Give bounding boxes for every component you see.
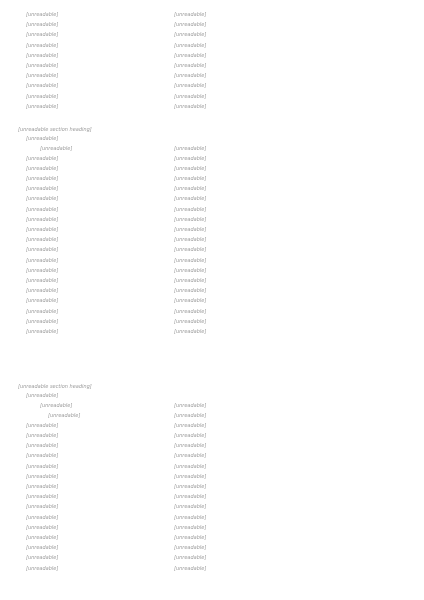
item-label: [unreadable] — [26, 12, 59, 18]
list-item — [18, 327, 408, 337]
list-item — [18, 81, 408, 91]
item-label: [unreadable] — [26, 73, 59, 80]
list-item — [18, 154, 408, 164]
section-b-col-header-label: [unreadable] — [40, 145, 73, 152]
item-value: [unreadable] — [174, 186, 207, 193]
section-c-subheader-row — [18, 391, 408, 401]
section-c-title: [unreadable section heading] — [18, 384, 92, 390]
item-value: [unreadable] — [174, 484, 207, 490]
item-value: [unreadable] — [174, 504, 207, 511]
list-item — [18, 61, 408, 71]
item-label: [unreadable] — [26, 555, 59, 562]
item-label: [unreadable] — [26, 257, 59, 264]
item-label: [unreadable] — [26, 298, 59, 305]
list-item — [18, 317, 408, 327]
list-item — [18, 266, 408, 276]
item-label: [unreadable] — [26, 463, 59, 470]
item-value: [unreadable] — [174, 52, 207, 59]
list-item — [18, 451, 408, 461]
item-value: [unreadable] — [174, 443, 207, 450]
item-label: [unreadable] — [26, 484, 59, 490]
item-label: [unreadable] — [26, 473, 59, 480]
item-label: [unreadable] — [26, 308, 59, 315]
item-value: [unreadable] — [174, 206, 207, 213]
list-item — [18, 441, 408, 451]
item-value: [unreadable] — [174, 267, 207, 274]
item-label: [unreadable] — [26, 227, 59, 233]
item-value: [unreadable] — [174, 328, 207, 335]
item-value: [unreadable] — [174, 514, 207, 521]
item-label: [unreadable] — [26, 277, 59, 284]
item-label: [unreadable] — [26, 422, 59, 429]
section-c-subheader: [unreadable] — [26, 392, 59, 399]
section-c — [18, 384, 408, 574]
item-label: [unreadable] — [26, 196, 59, 203]
item-label: [unreadable] — [26, 93, 59, 100]
item-value: [unreadable] — [174, 62, 207, 69]
section-b-subheader-row — [18, 134, 408, 144]
item-value: [unreadable] — [174, 93, 207, 100]
item-label: [unreadable] — [26, 504, 59, 511]
list-item — [18, 10, 408, 20]
list-item — [18, 174, 408, 184]
item-label: [unreadable] — [26, 534, 59, 541]
list-item — [18, 502, 408, 512]
list-item — [18, 482, 408, 492]
item-value: [unreadable] — [174, 524, 207, 531]
item-value: [unreadable] — [174, 216, 207, 223]
list-item — [18, 492, 408, 502]
section-c-col-header-2-label: [unreadable] — [48, 412, 81, 419]
list-item — [18, 235, 408, 245]
list-item — [18, 92, 408, 102]
list-item — [18, 102, 408, 112]
list-item — [18, 71, 408, 81]
item-label: [unreadable] — [26, 206, 59, 213]
item-value: [unreadable] — [174, 555, 207, 562]
section-c-col-header-value: [unreadable] — [174, 402, 207, 409]
item-label: [unreadable] — [26, 237, 59, 244]
list-item — [18, 564, 408, 574]
item-label: [unreadable] — [26, 247, 59, 254]
item-label: [unreadable] — [26, 155, 59, 162]
list-item — [18, 215, 408, 225]
list-item — [18, 462, 408, 472]
section-a — [18, 10, 408, 112]
item-label: [unreadable] — [26, 52, 59, 59]
section-c-col-header-2-value: [unreadable] — [174, 412, 207, 419]
item-value: [unreadable] — [174, 545, 207, 552]
item-label: [unreadable] — [26, 22, 59, 29]
item-value: [unreadable] — [174, 22, 207, 29]
list-item — [18, 164, 408, 174]
item-label: [unreadable] — [26, 176, 59, 183]
item-label: [unreadable] — [26, 186, 59, 193]
item-label: [unreadable] — [26, 32, 59, 39]
item-value: [unreadable] — [174, 433, 207, 440]
item-value: [unreadable] — [174, 298, 207, 305]
item-value: [unreadable] — [174, 32, 207, 39]
item-value: [unreadable] — [174, 12, 207, 18]
item-label: [unreadable] — [26, 165, 59, 172]
section-c-col-header — [18, 401, 408, 411]
list-item — [18, 276, 408, 286]
item-label: [unreadable] — [26, 453, 59, 460]
section-b-col-header-value: [unreadable] — [174, 145, 207, 152]
section-c-rows — [18, 421, 408, 574]
section-b-title: [unreadable section heading] — [18, 127, 92, 133]
list-item — [18, 553, 408, 563]
item-value: [unreadable] — [174, 473, 207, 480]
item-label: [unreadable] — [26, 42, 59, 49]
item-label: [unreadable] — [26, 62, 59, 69]
list-item — [18, 184, 408, 194]
item-label: [unreadable] — [26, 216, 59, 223]
section-a-rows — [18, 10, 408, 112]
section-c-col-header-label: [unreadable] — [40, 402, 73, 409]
item-value: [unreadable] — [174, 83, 207, 90]
item-value: [unreadable] — [174, 237, 207, 244]
list-item — [18, 41, 408, 51]
item-label: [unreadable] — [26, 545, 59, 552]
list-item — [18, 225, 408, 235]
item-value: [unreadable] — [174, 463, 207, 470]
item-label: [unreadable] — [26, 494, 59, 501]
item-value: [unreadable] — [174, 308, 207, 315]
item-value: [unreadable] — [174, 257, 207, 264]
item-label: [unreadable] — [26, 524, 59, 531]
list-item — [18, 533, 408, 543]
item-value: [unreadable] — [174, 565, 207, 572]
section-b — [18, 127, 408, 337]
item-value: [unreadable] — [174, 247, 207, 254]
item-value: [unreadable] — [174, 288, 207, 295]
list-item — [18, 296, 408, 306]
item-label: [unreadable] — [26, 267, 59, 274]
item-value: [unreadable] — [174, 453, 207, 460]
item-value: [unreadable] — [174, 42, 207, 49]
item-value: [unreadable] — [174, 73, 207, 80]
item-label: [unreadable] — [26, 288, 59, 295]
list-item — [18, 543, 408, 553]
item-label: [unreadable] — [26, 83, 59, 90]
list-item — [18, 523, 408, 533]
item-value: [unreadable] — [174, 318, 207, 325]
item-value: [unreadable] — [174, 534, 207, 541]
item-label: [unreadable] — [26, 514, 59, 521]
list-item — [18, 472, 408, 482]
item-value: [unreadable] — [174, 494, 207, 501]
list-item — [18, 286, 408, 296]
section-c-col-header-2 — [18, 411, 408, 421]
item-value: [unreadable] — [174, 422, 207, 429]
item-value: [unreadable] — [174, 176, 207, 183]
item-label: [unreadable] — [26, 565, 59, 572]
item-value: [unreadable] — [174, 165, 207, 172]
item-label: [unreadable] — [26, 443, 59, 450]
item-value: [unreadable] — [174, 155, 207, 162]
item-value: [unreadable] — [174, 227, 207, 233]
list-item — [18, 431, 408, 441]
list-item — [18, 205, 408, 215]
item-label: [unreadable] — [26, 328, 59, 335]
list-item — [18, 51, 408, 61]
item-value: [unreadable] — [174, 103, 207, 110]
item-value: [unreadable] — [174, 277, 207, 284]
list-item — [18, 421, 408, 431]
item-label: [unreadable] — [26, 433, 59, 440]
list-item — [18, 30, 408, 40]
item-value: [unreadable] — [174, 196, 207, 203]
section-b-subheader: [unreadable] — [26, 135, 59, 142]
section-b-col-header — [18, 144, 408, 154]
item-label: [unreadable] — [26, 318, 59, 325]
list-item — [18, 245, 408, 255]
item-label: [unreadable] — [26, 103, 59, 110]
section-b-rows — [18, 154, 408, 337]
list-item — [18, 307, 408, 317]
list-item — [18, 256, 408, 266]
list-item — [18, 513, 408, 523]
list-item — [18, 20, 408, 30]
list-item — [18, 194, 408, 204]
